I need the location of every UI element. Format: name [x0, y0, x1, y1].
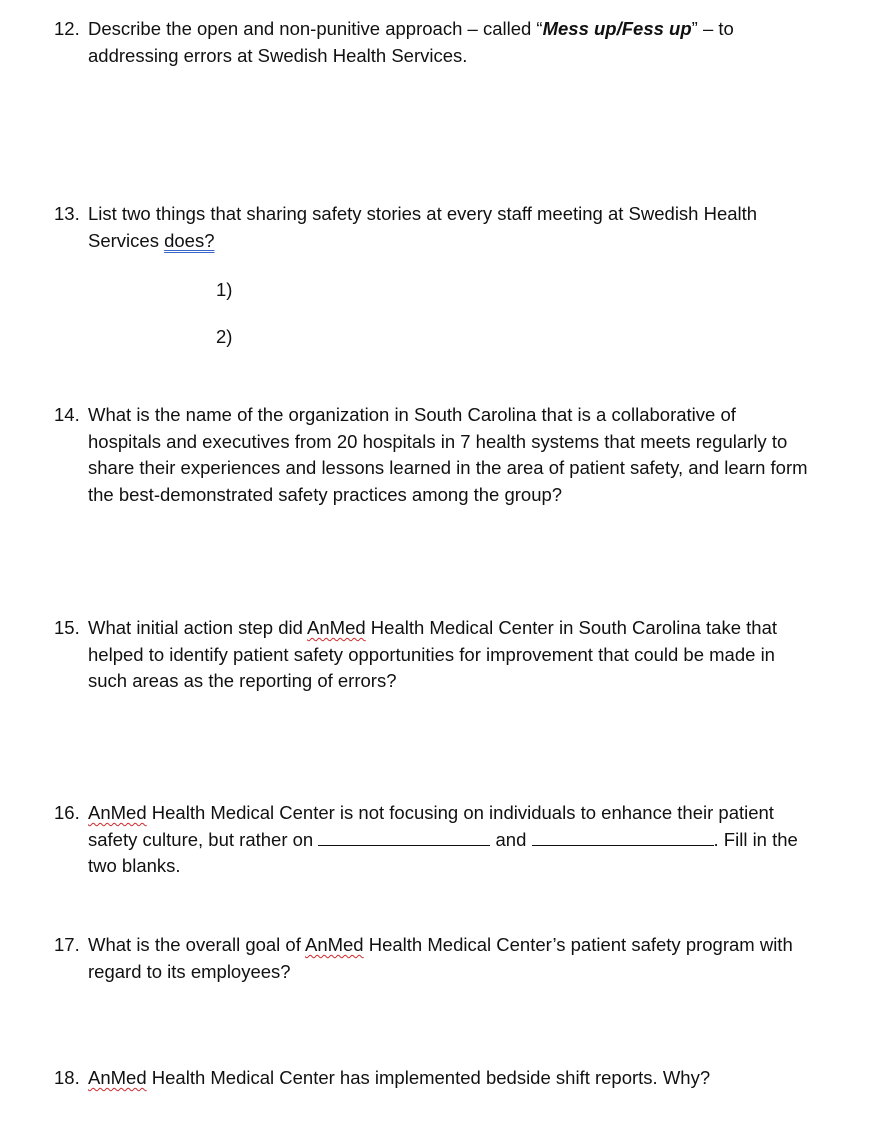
question-number: 14. [54, 404, 80, 425]
question-text [88, 16, 866, 69]
answer-label-2: 2) [216, 326, 233, 347]
spell-flagged-word: AnMed [88, 802, 147, 823]
question-text [88, 201, 866, 254]
text-segment: regard to its employees? [88, 960, 291, 982]
question-text [88, 1065, 866, 1092]
text-segment: . Fill in the [713, 828, 798, 850]
text-segment: hospitals and executives from 20 hospitals in 7 health systems that meets regularly to [88, 430, 788, 452]
text-segment: Services [88, 229, 165, 251]
text-segment: helped to identify patient safety opportunities for improvement that could be made in [88, 643, 775, 665]
grammar-flagged-word: does? [164, 229, 215, 251]
question-number: 12. [54, 18, 80, 39]
answer-label-1: 1) [216, 279, 233, 300]
question-16 [54, 800, 866, 880]
emphasized-term: Mess up/Fess up [542, 18, 692, 39]
text-segment: Health Medical Center is not focusing on individuals to enhance their patient [146, 802, 774, 823]
text-segment: Describe the open and non-punitive approach – called “ [88, 18, 543, 39]
question-number: 16. [54, 802, 80, 823]
text-segment: share their experiences and lessons learned in the area of patient safety, and learn form [88, 457, 808, 478]
question-text [88, 800, 866, 880]
text-segment: Health Medical Center has implemented bedside shift reports. Why? [146, 1067, 711, 1088]
text-segment: and [490, 828, 532, 850]
question-text [88, 615, 866, 695]
question-text [88, 932, 866, 985]
text-segment: the best-demonstrated safety practices among the group? [88, 483, 563, 505]
text-segment: safety culture, but rather on [88, 828, 319, 850]
text-segment: List two things that sharing safety stories at every staff meeting at Swedish Health [88, 203, 758, 224]
fill-in-blank-2[interactable] [532, 827, 714, 846]
question-number: 15. [54, 617, 80, 638]
question-number: 17. [54, 934, 80, 955]
text-segment: two blanks. [88, 855, 181, 876]
text-segment: such areas as the reporting of errors? [88, 670, 397, 691]
question-15 [54, 615, 866, 695]
question-17 [54, 932, 866, 985]
question-18 [54, 1065, 866, 1092]
question-13 [54, 201, 866, 254]
question-text [88, 402, 866, 508]
text-segment: ” – to [691, 18, 734, 39]
text-segment: Health Medical Center in South Carolina take that [365, 617, 778, 638]
question-12 [54, 16, 866, 69]
question-number: 13. [54, 203, 80, 224]
question-number: 18. [54, 1067, 80, 1088]
text-segment: addressing errors at Swedish Health Services. [88, 44, 468, 66]
question-14 [54, 402, 866, 508]
text-segment: What is the overall goal of [88, 934, 305, 955]
spell-flagged-word: AnMed [304, 934, 364, 955]
fill-in-blank-1[interactable] [318, 827, 490, 846]
spell-flagged-word: AnMed [88, 1067, 147, 1088]
text-segment: Health Medical Center’s patient safety program with [363, 934, 793, 955]
spell-flagged-word: AnMed [307, 617, 366, 638]
text-segment: What is the name of the organization in South Carolina that is a collaborative of [88, 404, 736, 425]
text-segment: What initial action step did [88, 617, 308, 638]
